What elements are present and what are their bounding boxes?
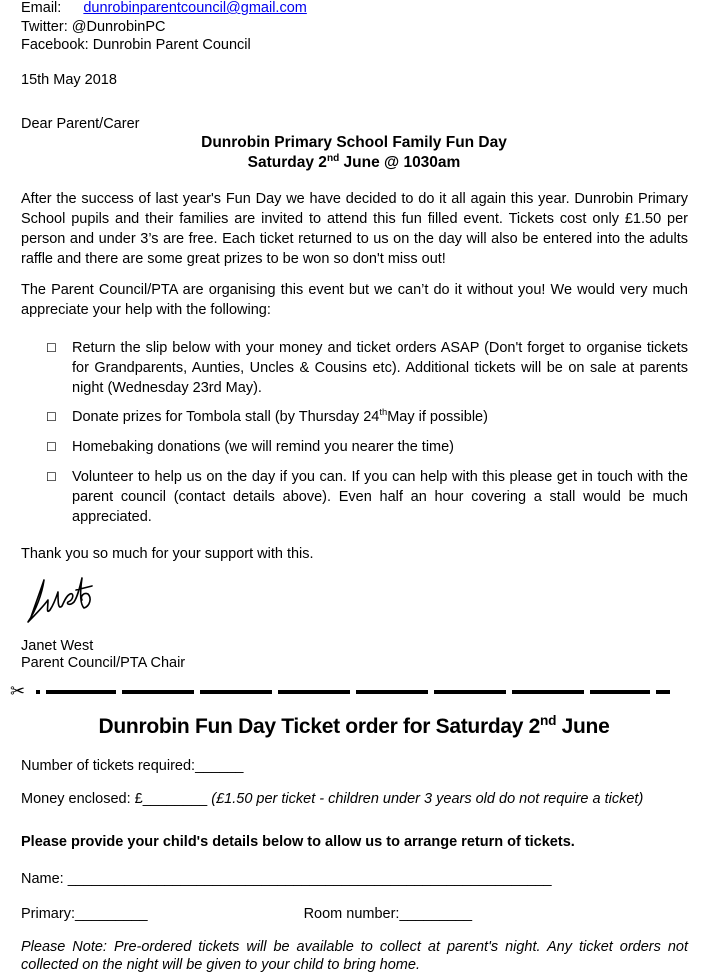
scissors-icon: ✂ (10, 681, 26, 701)
bullet-return-slip: Return the slip below with your money and ticket orders ASAP (Don't forget to organise tickets for Grandparents, Aunties, Uncles & Cousins etc). Additional tickets will be on sale at parents night (Wednesday 23rd May). (72, 340, 688, 396)
bullet-donate-prizes (72, 407, 688, 427)
primary-room-line (21, 906, 472, 923)
event-date-time (0, 153, 708, 173)
collection-note: Please Note: Pre-ordered tickets will be available to collect at parent's night. Any ticket orders not collected on the night will be given to your child to bring home. (21, 939, 688, 973)
money-enclosed-field: Money enclosed: £________ (21, 791, 212, 807)
salutation: Dear Parent/Carer (21, 116, 140, 132)
signer-name: Janet West (21, 638, 94, 654)
tickets-required-field: Number of tickets required:______ (21, 758, 244, 774)
signature-image (22, 570, 102, 628)
checkbox-icon: ☐ (46, 470, 57, 484)
event-date-pre: Saturday 2 (247, 154, 327, 171)
event-date-sup: nd (326, 152, 340, 164)
checkbox-icon: ☐ (46, 341, 57, 355)
bullet-homebaking: Homebaking donations (we will remind you nearer the time) (72, 439, 455, 455)
name-field: Name: ____________________________________________________________ (21, 871, 552, 887)
room-number-field: Room number:_________ (303, 906, 473, 922)
facebook-line: Facebook: Dunrobin Parent Council (21, 37, 251, 53)
ticket-title-post: June (556, 715, 610, 738)
intro-paragraph: After the success of last year's Fun Day we have decided to do it all again this year. Dunrobin Primary School pupils and their families are invited to attend this fun filled event. Tickets cost only £1.50 per person and under 3’s are free. Each ticket returned to us on the day will also be entered into the adults raffle and there are some great prizes to be won so don't miss out! (21, 191, 688, 267)
money-enclosed-line (21, 791, 643, 808)
bullet-donate-sup: th (379, 406, 388, 418)
ticket-title-sup: nd (540, 713, 557, 728)
ticket-price-note: (£1.50 per ticket - children under 3 years old do not require a ticket) (211, 791, 644, 807)
ticket-title-pre: Dunrobin Fun Day Ticket order for Saturday 2 (98, 715, 541, 738)
signer-role: Parent Council/PTA Chair (21, 655, 186, 671)
email-label: Email: (21, 0, 62, 16)
bullet-donate-pre: Donate prizes for Tombola stall (by Thursday 24 (72, 409, 380, 425)
event-date-post: June @ 1030am (339, 154, 461, 171)
thanks-line: Thank you so much for your support with this. (21, 546, 314, 562)
contact-email-line (21, 0, 307, 17)
checkbox-icon: ☐ (46, 410, 57, 424)
event-title: Dunrobin Primary School Family Fun Day (201, 134, 507, 151)
bullet-donate-post: May if possible) (387, 409, 488, 425)
letter-date: 15th May 2018 (21, 72, 117, 88)
checkbox-icon: ☐ (46, 440, 57, 454)
help-paragraph: The Parent Council/PTA are organising this event but we can’t do it without you! We would very much appreciate your help with the following: (21, 282, 688, 318)
twitter-line: Twitter: @DunrobinPC (21, 19, 166, 35)
cut-dashed-line (36, 690, 670, 694)
primary-field: Primary:_________ (21, 906, 148, 922)
child-details-instruction: Please provide your child's details below to allow us to arrange return of tickets. (21, 834, 575, 850)
email-link[interactable]: dunrobinparentcouncil@gmail.com (83, 0, 307, 16)
bullet-volunteer: Volunteer to help us on the day if you can. If you can help with this please get in touch with the parent council (contact details above). Even half an hour covering a stall would be much appreciated. (72, 469, 688, 525)
ticket-order-title (0, 714, 708, 740)
